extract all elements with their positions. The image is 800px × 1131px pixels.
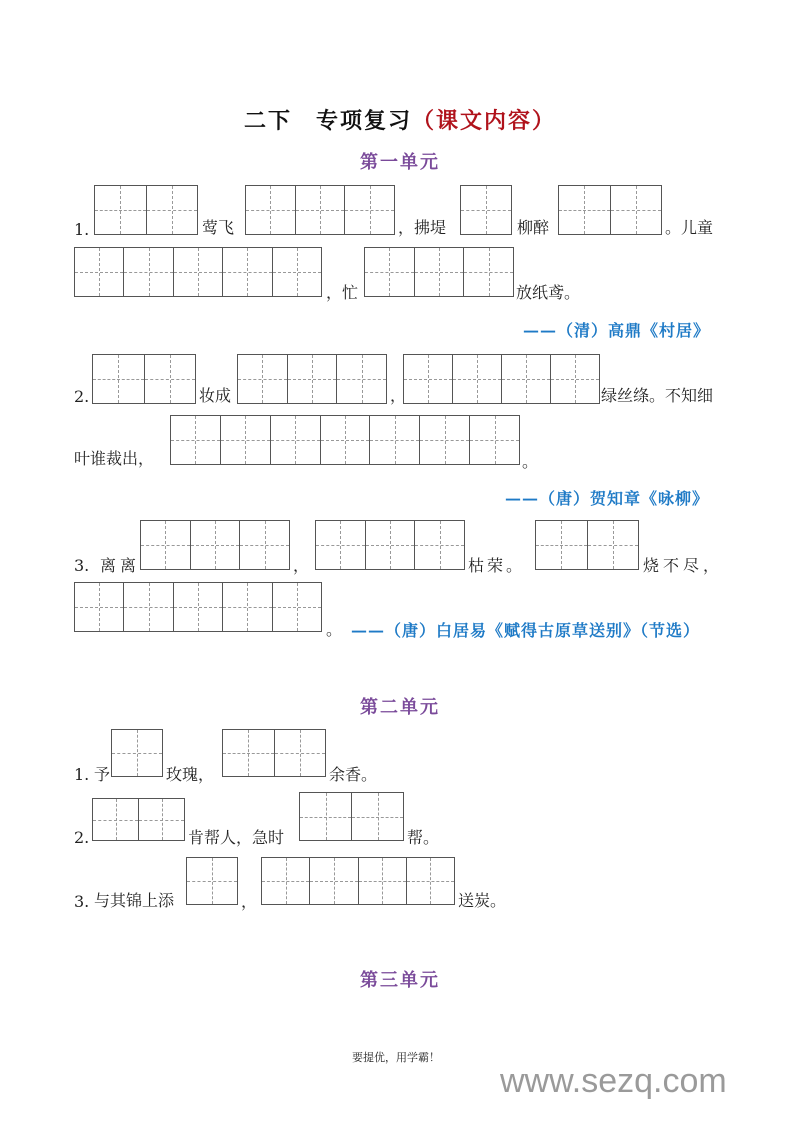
title-paren: （课文内容） — [412, 108, 557, 134]
answer-grid-3[interactable] — [140, 520, 290, 570]
answer-grid-2[interactable] — [94, 185, 198, 235]
item-number: 1. — [74, 765, 90, 784]
text-fragment: ， — [293, 556, 310, 575]
text-fragment: ， — [390, 386, 407, 405]
poem-source: ——（唐）贺知章《咏柳》 — [505, 489, 710, 508]
answer-grid-2[interactable] — [92, 798, 185, 841]
text-fragment: 肯帮人，急时 — [188, 828, 285, 847]
answer-grid-5[interactable] — [74, 582, 322, 632]
item-number: 3. — [74, 556, 90, 575]
text-fragment: ，忙 — [326, 283, 359, 302]
unit-heading-3: 第三单元 — [360, 970, 440, 991]
answer-grid-1[interactable] — [186, 857, 238, 905]
text-fragment: 。 — [326, 620, 343, 639]
answer-grid-3[interactable] — [245, 185, 395, 235]
answer-grid-2[interactable] — [535, 520, 639, 570]
answer-grid-3[interactable] — [315, 520, 465, 570]
text-fragment: 枯荣。 — [468, 556, 526, 575]
text-fragment: 。 — [522, 452, 539, 471]
answer-grid-4[interactable] — [261, 857, 455, 905]
text-fragment: 柳醉 — [517, 218, 550, 237]
unit-heading-2: 第二单元 — [360, 697, 440, 718]
answer-grid-4[interactable] — [403, 354, 600, 404]
answer-grid-2[interactable] — [222, 729, 326, 777]
answer-grid-1[interactable] — [460, 185, 512, 235]
answer-grid-7[interactable] — [170, 415, 520, 465]
text-fragment: 叶谁裁出， — [74, 449, 155, 468]
answer-grid-2[interactable] — [92, 354, 196, 404]
text-fragment: 玫瑰， — [166, 765, 215, 784]
text-fragment: 。儿童 — [665, 218, 714, 237]
footer-slogan: 要提优，用学霸！ — [352, 1051, 440, 1064]
item-number: 2. — [74, 387, 90, 406]
text-fragment: 绿丝绦。不知细 — [601, 386, 714, 405]
answer-grid-2[interactable] — [558, 185, 662, 235]
text-fragment: ， — [241, 892, 258, 911]
answer-grid-2[interactable] — [299, 792, 404, 841]
item-number: 2. — [74, 828, 90, 847]
text-fragment: 离离 — [100, 556, 141, 575]
item-number: 1. — [74, 220, 90, 239]
text-fragment: 予 — [94, 765, 111, 784]
answer-grid-3[interactable] — [364, 247, 514, 297]
unit-heading-1: 第一单元 — [360, 152, 440, 173]
answer-grid-1[interactable] — [111, 729, 163, 777]
text-fragment: 余香。 — [329, 765, 378, 784]
answer-grid-5[interactable] — [74, 247, 322, 297]
title-main: 二下 专项复习 — [243, 108, 412, 134]
text-fragment: 与其锦上添 — [94, 891, 175, 910]
answer-grid-3[interactable] — [237, 354, 387, 404]
text-fragment: 帮。 — [407, 828, 440, 847]
text-fragment: 烧不尽， — [643, 556, 724, 575]
text-fragment: 放纸鸢。 — [516, 283, 581, 302]
text-fragment: 妆成 — [199, 386, 232, 405]
text-fragment: 送炭。 — [458, 891, 507, 910]
item-number: 3. — [74, 892, 90, 911]
page-title — [0, 104, 800, 135]
text-fragment: ，拂堤 — [398, 218, 447, 237]
poem-source: ——（唐）白居易《赋得古原草送别》（节选） — [351, 621, 701, 640]
watermark: www.sezq.com — [500, 1062, 727, 1100]
poem-source: ——（清）高鼎《村居》 — [523, 321, 711, 340]
text-fragment: 莺飞 — [202, 218, 235, 237]
